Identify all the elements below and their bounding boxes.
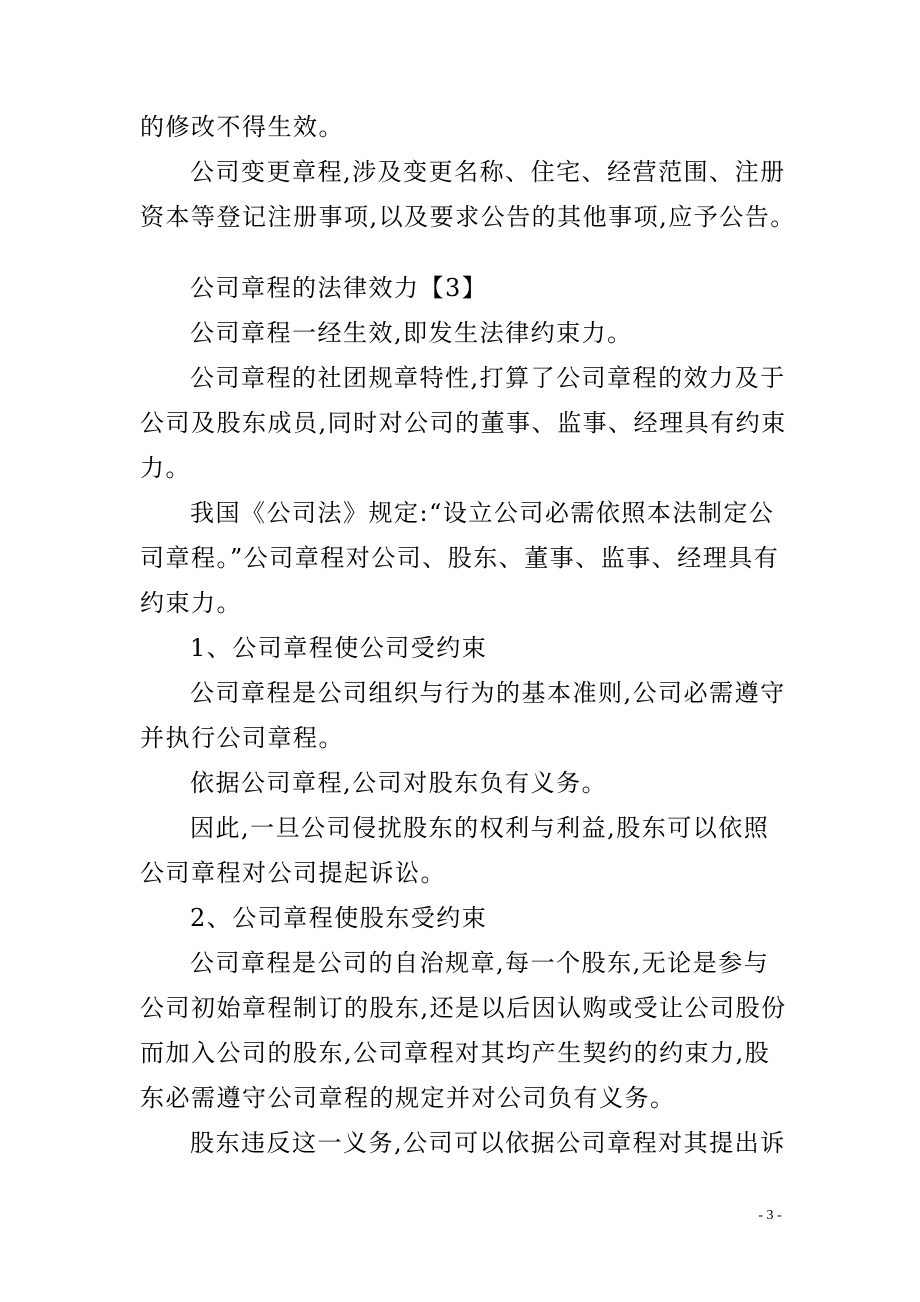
subheading: 1、公司章程使公司受约束 [190, 634, 488, 662]
paragraph-line: 公司章程对公司提起诉讼。 [140, 859, 446, 887]
paragraph-line: 公司章程是公司组织与行为的基本准则,公司必需遵守 [190, 679, 786, 707]
paragraph-line: 股东违反这一义务,公司可以依据公司章程对其提出诉 [190, 1129, 786, 1157]
paragraph-line: 因此,一旦公司侵扰股东的权利与利益,股东可以依照 [190, 814, 770, 842]
paragraph-line: 公司章程是公司的自治规章,每一个股东,无论是参与 [190, 949, 770, 977]
paragraph-line: 的修改不得生效。 [140, 113, 344, 141]
paragraph-line: 依据公司章程,公司对股东负有义务。 [190, 769, 608, 797]
paragraph-line: 并执行公司章程。 [140, 724, 344, 752]
document-body [140, 112, 796, 1173]
paragraph-line: 而加入公司的股东,公司章程对其均产生契约的约束力,股 [140, 1039, 771, 1067]
paragraph-line: 资本等登记注册事项,以及要求公告的其他事项,应予公告。 [140, 203, 796, 231]
paragraph-line: 公司初始章程制订的股东,还是以后因认购或受让公司股份 [140, 994, 787, 1022]
paragraph-line: 司章程。”公司章程对公司、股东、董事、监事、经理具有 [140, 544, 780, 572]
page-number: - 3 - [758, 1208, 782, 1223]
paragraph-line: 我国《公司法》规定:“设立公司必需依照本法制定公 [190, 499, 775, 527]
paragraph-line: 公司变更章程,涉及变更名称、住宅、经营范围、注册 [190, 158, 786, 186]
subheading: 2、公司章程使股东受约束 [190, 904, 488, 932]
section-heading: 公司章程的法律效力【3】 [190, 274, 488, 302]
paragraph-line: 公司章程一经生效,即发生法律约束力。 [190, 319, 633, 347]
paragraph-line: 力。 [140, 454, 191, 482]
paragraph-line: 公司章程的社团规章特性,打算了公司章程的效力及于 [190, 364, 786, 392]
section-gap [140, 247, 780, 273]
paragraph-line: 公司及股东成员,同时对公司的董事、监事、经理具有约束 [140, 409, 787, 437]
paragraph-line: 约束力。 [140, 589, 242, 617]
paragraph-line: 东必需遵守公司章程的规定并对公司负有义务。 [140, 1084, 676, 1112]
